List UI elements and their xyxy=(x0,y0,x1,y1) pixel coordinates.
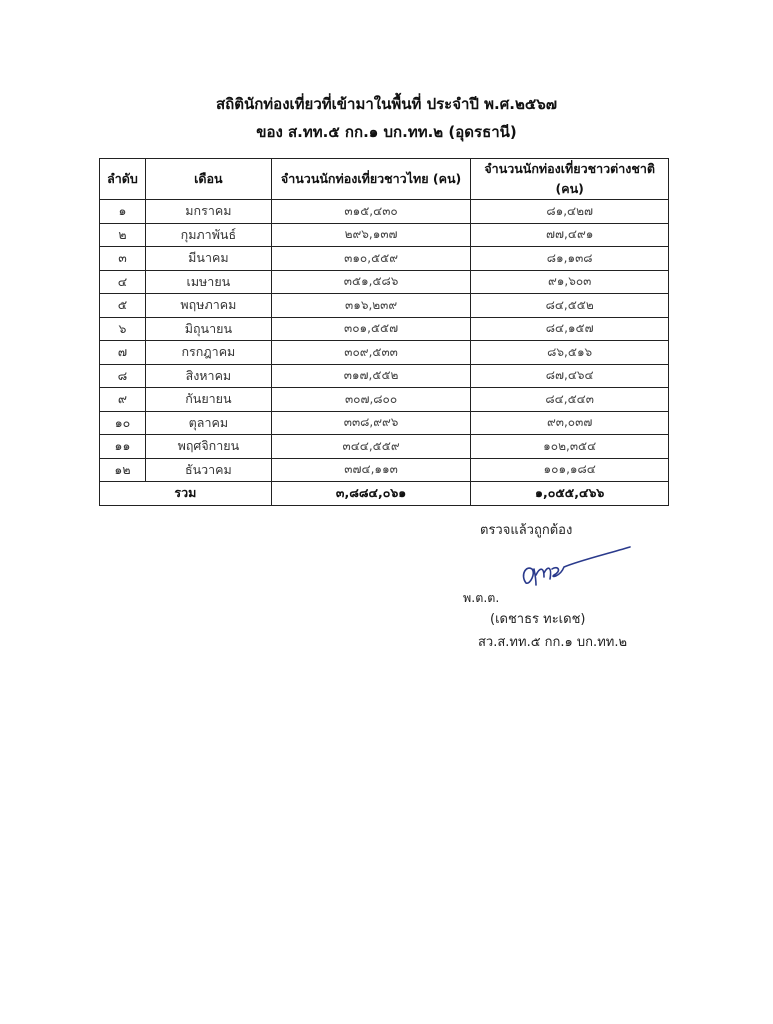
row-foreign: ๘๑,๑๓๘ xyxy=(471,247,669,271)
row-month: เมษายน xyxy=(145,270,271,294)
row-no: ๗ xyxy=(100,341,146,365)
table-header-row xyxy=(100,159,669,200)
table-row xyxy=(100,458,669,482)
row-month: มกราคม xyxy=(145,200,271,224)
row-foreign: ๘๗,๔๖๔ xyxy=(471,364,669,388)
table-row xyxy=(100,294,669,318)
row-month: พฤศจิกายน xyxy=(145,435,271,459)
header-thai-tourists: จำนวนนักท่องเที่ยวชาวไทย (คน) xyxy=(271,159,471,200)
row-month: มีนาคม xyxy=(145,247,271,271)
total-label: รวม xyxy=(100,482,272,506)
table-row xyxy=(100,388,669,412)
row-thai: ๓๐๗,๘๐๐ xyxy=(271,388,471,412)
table-row xyxy=(100,317,669,341)
row-no: ๑๒ xyxy=(100,458,146,482)
row-no: ๔ xyxy=(100,270,146,294)
row-month: ธันวาคม xyxy=(145,458,271,482)
row-no: ๖ xyxy=(100,317,146,341)
table-row xyxy=(100,341,669,365)
row-thai: ๓๑๗,๕๕๒ xyxy=(271,364,471,388)
row-thai: ๓๑๖,๒๓๙ xyxy=(271,294,471,318)
row-no: ๙ xyxy=(100,388,146,412)
row-foreign: ๗๗,๔๙๑ xyxy=(471,223,669,247)
row-month: กุมภาพันธ์ xyxy=(145,223,271,247)
table-row xyxy=(100,411,669,435)
header-no: ลำดับ xyxy=(100,159,146,200)
row-thai: ๓๔๔,๕๕๙ xyxy=(271,435,471,459)
row-foreign: ๙๑,๖๐๓ xyxy=(471,270,669,294)
tourist-statistics-table xyxy=(99,158,669,506)
row-thai: ๓๓๘,๙๙๖ xyxy=(271,411,471,435)
verified-correct-text: ตรวจแล้วถูกต้อง xyxy=(480,523,573,538)
row-foreign: ๘๔,๕๔๓ xyxy=(471,388,669,412)
row-month: กันยายน xyxy=(145,388,271,412)
row-no: ๑๐ xyxy=(100,411,146,435)
row-foreign: ๑๐๒,๓๕๔ xyxy=(471,435,669,459)
header-month: เดือน xyxy=(145,159,271,200)
table-row xyxy=(100,247,669,271)
table-row xyxy=(100,364,669,388)
signer-position: สว.ส.ทท.๕ กก.๑ บก.ทท.๒ xyxy=(478,635,628,650)
row-thai: ๓๑๕,๔๓๐ xyxy=(271,200,471,224)
row-foreign: ๘๖,๕๑๖ xyxy=(471,341,669,365)
row-month: พฤษภาคม xyxy=(145,294,271,318)
row-no: ๑๑ xyxy=(100,435,146,459)
table-row xyxy=(100,435,669,459)
row-no: ๒ xyxy=(100,223,146,247)
row-foreign: ๘๑,๔๒๗ xyxy=(471,200,669,224)
row-month: มิถุนายน xyxy=(145,317,271,341)
row-thai: ๓๐๙,๕๓๓ xyxy=(271,341,471,365)
table-total-row xyxy=(100,482,669,506)
table-row xyxy=(100,223,669,247)
table-row xyxy=(100,270,669,294)
total-foreign: ๑,๐๕๕,๔๖๖ xyxy=(471,482,669,506)
signer-rank: พ.ต.ต. xyxy=(463,590,500,605)
row-no: ๘ xyxy=(100,364,146,388)
header-foreign-tourists: จำนวนนักท่องเที่ยวชาวต่างชาติ (คน) xyxy=(471,159,669,200)
row-no: ๓ xyxy=(100,247,146,271)
row-no: ๕ xyxy=(100,294,146,318)
row-foreign: ๑๐๑,๑๘๔ xyxy=(471,458,669,482)
row-thai: ๓๐๑,๕๕๗ xyxy=(271,317,471,341)
signer-name: (เดชาธร ทะเดช) xyxy=(490,612,586,627)
document-title: สถิตินักท่องเที่ยวที่เข้ามาในพื้นที่ ประจำปี พ.ศ.๒๕๖๗ xyxy=(215,95,558,113)
row-thai: ๓๗๔,๑๑๓ xyxy=(271,458,471,482)
row-month: ตุลาคม xyxy=(145,411,271,435)
row-no: ๑ xyxy=(100,200,146,224)
row-foreign: ๘๔,๕๕๒ xyxy=(471,294,669,318)
table-row xyxy=(100,200,669,224)
row-foreign: ๘๔,๑๕๗ xyxy=(471,317,669,341)
document-subtitle: ของ ส.ทท.๕ กก.๑ บก.ทท.๒ (อุดรธานี) xyxy=(256,123,517,141)
row-thai: ๒๙๖,๑๓๗ xyxy=(271,223,471,247)
row-month: กรกฎาคม xyxy=(145,341,271,365)
row-thai: ๓๑๐,๕๕๙ xyxy=(271,247,471,271)
signature-image xyxy=(518,545,633,595)
row-month: สิงหาคม xyxy=(145,364,271,388)
row-foreign: ๙๓,๐๓๗ xyxy=(471,411,669,435)
total-thai: ๓,๘๘๔,๐๖๑ xyxy=(271,482,471,506)
row-thai: ๓๕๑,๕๘๖ xyxy=(271,270,471,294)
